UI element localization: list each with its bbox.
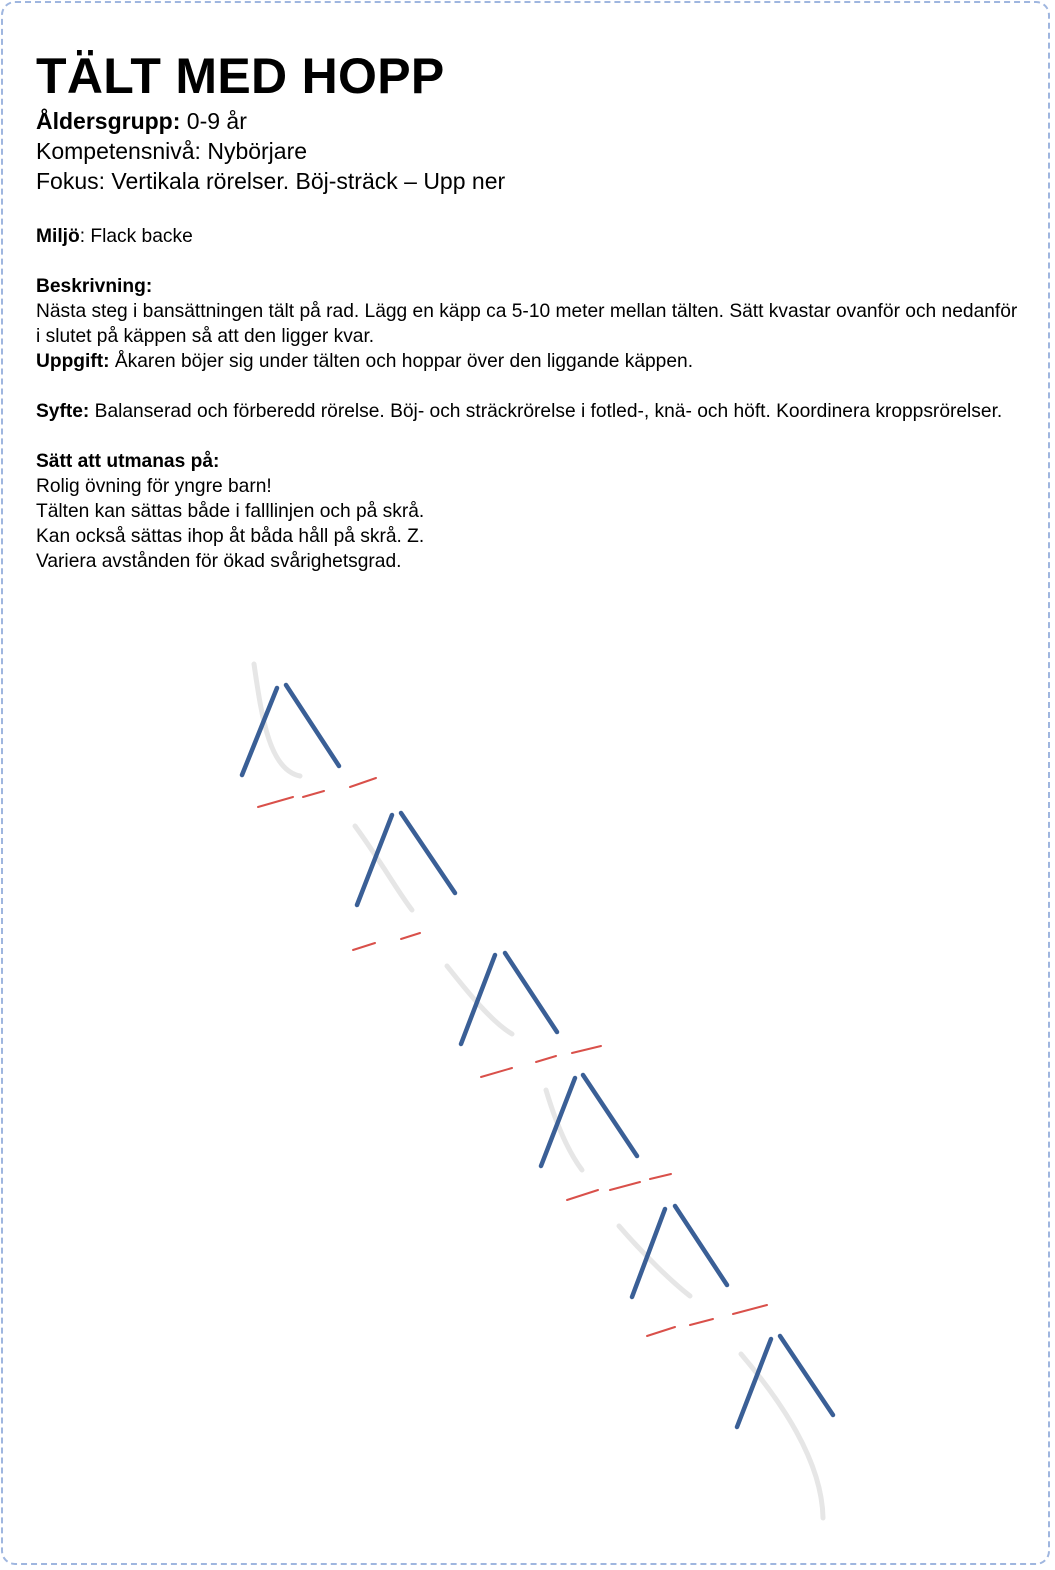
challenge-line: Tälten kan sättas både i falllinjen och på skrå. bbox=[36, 501, 425, 522]
purpose-label: Syfte: bbox=[36, 401, 90, 422]
age-group-value: 0-9 år bbox=[180, 108, 247, 134]
stick-4 bbox=[567, 1174, 671, 1200]
focus-value: Vertikala rörelser. Böj-sträck – Upp ner bbox=[105, 168, 506, 194]
task-value: Åkaren böjer sig under tälten och hoppar över den liggande käppen. bbox=[109, 351, 694, 372]
description-text: Nästa steg i bansättningen tält på rad. Lägg en käpp ca 5-10 meter mellan tälten. Sätt kvastar ovanför och nedanför i slutet på käppen så att den ligger kvar. bbox=[36, 301, 1018, 347]
ski-track-segment bbox=[254, 664, 300, 776]
description-heading: Beskrivning: bbox=[36, 276, 153, 297]
tents bbox=[242, 685, 833, 1427]
task-label: Uppgift: bbox=[36, 351, 110, 372]
focus-label: Fokus: bbox=[36, 168, 106, 194]
challenge-line: Variera avstånden för ökad svårighetsgrad. bbox=[36, 551, 402, 572]
stick-2 bbox=[353, 933, 420, 950]
age-group-label: Åldersgrupp: bbox=[36, 108, 181, 134]
purpose-value: Balanserad och förberedd rörelse. Böj- och sträckrörelse i fotled-, knä- och höft. Koordinera kroppsrörelser. bbox=[89, 401, 1003, 422]
page-title: TÄLT MED HOPP bbox=[36, 48, 445, 104]
environment-value: : Flack backe bbox=[79, 226, 193, 247]
environment-label: Miljö bbox=[36, 226, 80, 247]
level-value: Nybörjare bbox=[200, 138, 308, 164]
ski-track bbox=[254, 664, 823, 1518]
tent-2 bbox=[357, 813, 455, 905]
stick-5 bbox=[647, 1305, 767, 1336]
stick-1 bbox=[258, 778, 376, 807]
challenge-heading: Sätt att utmanas på: bbox=[36, 451, 220, 472]
level-label: Kompetensnivå: bbox=[36, 138, 201, 164]
tent-1 bbox=[242, 685, 339, 775]
stick-3 bbox=[481, 1046, 601, 1077]
challenge-line: Rolig övning för yngre barn! bbox=[36, 476, 272, 497]
challenge-line: Kan också sättas ihop åt båda håll på skrå. Z. bbox=[36, 526, 425, 547]
tent-5 bbox=[632, 1206, 727, 1297]
sticks bbox=[258, 778, 767, 1336]
